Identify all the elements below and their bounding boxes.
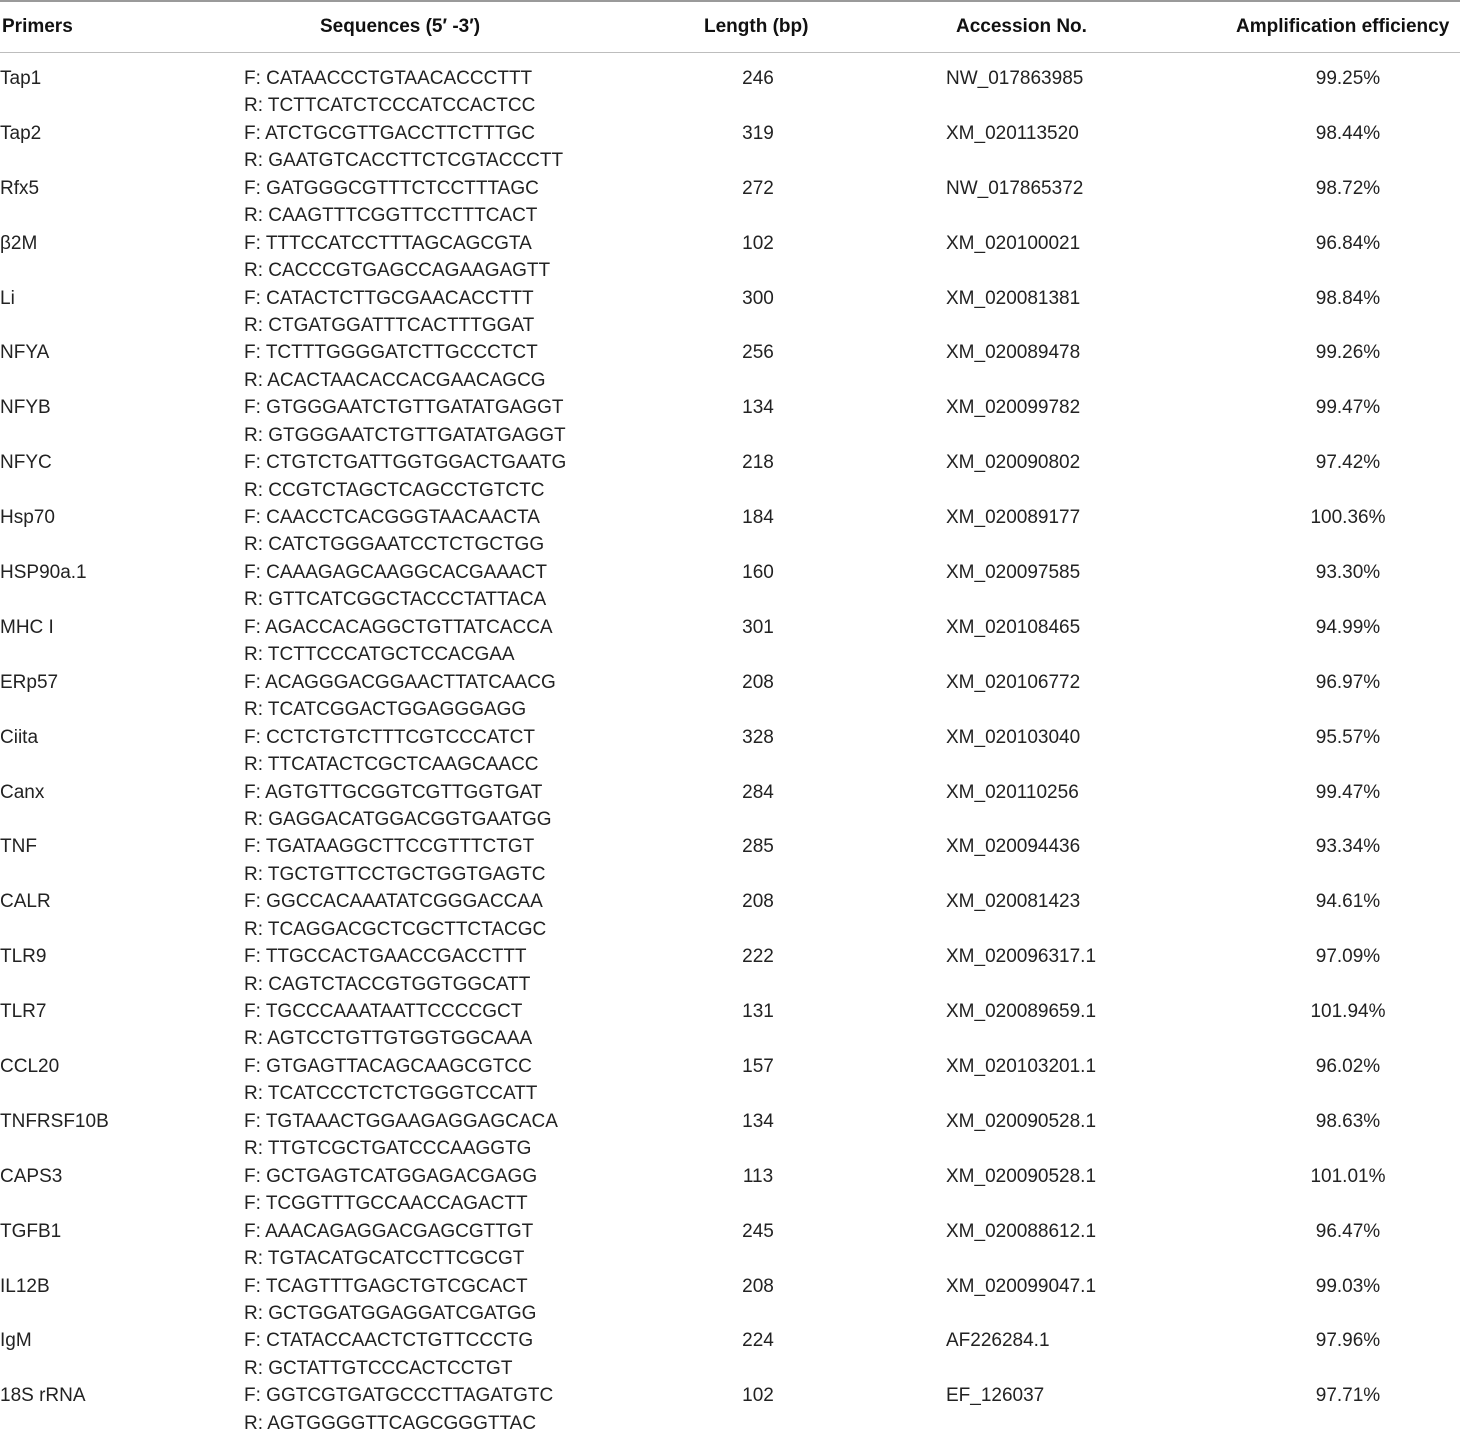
amplicon-length: 102 bbox=[742, 232, 774, 254]
amplicon-length: 272 bbox=[742, 177, 774, 199]
sequence-reverse: R: CAAGTTTCGGTTCCTTTCACT bbox=[244, 205, 538, 227]
sequence-reverse: R: CTGATGGATTTCACTTTGGAT bbox=[244, 314, 535, 336]
amplicon-length: 300 bbox=[742, 287, 774, 309]
amplicon-length: 328 bbox=[742, 726, 774, 748]
header-primers: Primers bbox=[2, 16, 73, 37]
sequence-reverse: R: GTTCATCGGCTACCCTATTACA bbox=[244, 589, 547, 611]
accession-number: XM_020099047.1 bbox=[946, 1275, 1097, 1297]
primer-name: TGFB1 bbox=[0, 1220, 62, 1242]
amplicon-length: 218 bbox=[742, 452, 774, 474]
accession-number: AF226284.1 bbox=[946, 1330, 1050, 1352]
table-row bbox=[0, 1096, 1460, 1160]
accession-number: XM_020090528.1 bbox=[946, 1165, 1097, 1187]
primer-name: HSP90a.1 bbox=[0, 562, 87, 584]
primer-name: 18S rRNA bbox=[0, 1385, 86, 1407]
amplification-efficiency: 100.36% bbox=[1310, 507, 1386, 529]
sequence-forward: F: AAACAGAGGACGAGCGTTGT bbox=[244, 1220, 534, 1242]
accession-number: XM_020088612.1 bbox=[946, 1220, 1097, 1242]
primer-name: Canx bbox=[0, 781, 45, 803]
amplicon-length: 134 bbox=[742, 1110, 774, 1132]
accession-number: XM_020106772 bbox=[946, 671, 1081, 693]
amplicon-length: 113 bbox=[742, 1165, 774, 1187]
primer-name: Tap1 bbox=[0, 68, 42, 89]
sequence-reverse: R: CACCCGTGAGCCAGAAGAGTT bbox=[244, 259, 551, 281]
table-row bbox=[0, 712, 1460, 775]
sequence-reverse: R: CATCTGGGAATCCTCTGCTGG bbox=[244, 534, 545, 556]
amplicon-length: 131 bbox=[742, 1001, 774, 1023]
primer-name: CALR bbox=[0, 891, 51, 913]
primer-name: Li bbox=[0, 287, 15, 309]
sequence-reverse: R: TTGTCGCTGATCCCAAGGTG bbox=[244, 1138, 532, 1160]
amplification-efficiency: 94.61% bbox=[1315, 891, 1381, 913]
sequence-forward: F: GATGGGCGTTTCTCCTTTAGC bbox=[244, 177, 539, 199]
table-row bbox=[0, 1370, 1460, 1434]
accession-number: XM_020110256 bbox=[946, 781, 1079, 803]
sequence-reverse: R: AGTGGGGTTCAGCGGGTTAC bbox=[244, 1412, 537, 1434]
sequence-forward: F: GGTCGTGATGCCCTTAGATGTC bbox=[244, 1385, 554, 1407]
table-row bbox=[0, 931, 1460, 995]
sequence-reverse: R: TCTTCCCATGCTCCACGAA bbox=[244, 644, 515, 666]
table-row bbox=[0, 273, 1460, 336]
sequence-forward: F: CTGTCTGATTGGTGGACTGAATG bbox=[244, 452, 567, 474]
primer-name: Tap2 bbox=[0, 122, 42, 144]
accession-number: XM_020103201.1 bbox=[946, 1056, 1097, 1078]
table-row bbox=[0, 163, 1460, 227]
amplification-efficiency: 94.99% bbox=[1315, 616, 1381, 638]
amplification-efficiency: 95.57% bbox=[1315, 726, 1381, 748]
sequence-reverse: F: TCGGTTTGCCAACCAGACTT bbox=[244, 1193, 528, 1215]
sequence-reverse: R: TCATCCCTCTCTGGGTCCATT bbox=[244, 1083, 538, 1105]
amplicon-length: 157 bbox=[742, 1056, 774, 1078]
primer-name: CCL20 bbox=[0, 1056, 60, 1078]
primer-name: Ciita bbox=[0, 726, 39, 748]
amplicon-length: 284 bbox=[742, 781, 774, 803]
amplification-efficiency: 96.84% bbox=[1315, 232, 1381, 254]
sequence-reverse: R: TCTTCATCTCCCATCCACTCC bbox=[244, 95, 536, 117]
amplicon-length: 208 bbox=[742, 891, 774, 913]
table-row bbox=[0, 1206, 1460, 1269]
sequence-forward: F: CATAACCCTGTAACACCCTTT bbox=[244, 68, 533, 89]
primer-name: CAPS3 bbox=[0, 1165, 63, 1187]
sequence-reverse: R: ACACTAACACCACGAACAGCG bbox=[244, 369, 546, 391]
sequence-forward: F: ATCTGCGTTGACCTTCTTTGC bbox=[244, 122, 535, 144]
table-row bbox=[0, 327, 1460, 391]
accession-number: XM_020089659.1 bbox=[946, 1001, 1097, 1023]
table-header bbox=[0, 2, 1460, 52]
primer-name: IL12B bbox=[0, 1275, 50, 1297]
header-sequences: Sequences (5′ -3′) bbox=[320, 16, 481, 37]
table-row bbox=[0, 821, 1460, 885]
accession-number: XM_020113520 bbox=[946, 122, 1079, 144]
amplification-efficiency: 98.63% bbox=[1315, 1110, 1381, 1132]
accession-number: EF_126037 bbox=[946, 1385, 1045, 1407]
amplicon-length: 285 bbox=[742, 836, 774, 858]
accession-number: XM_020089177 bbox=[946, 507, 1081, 529]
sequence-forward: F: CATACTCTTGCGAACACCTTT bbox=[244, 287, 534, 309]
accession-number: XM_020090802 bbox=[946, 452, 1081, 474]
primer-name: NFYA bbox=[0, 342, 50, 364]
sequence-forward: F: GTGGGAATCTGTTGATATGAGGT bbox=[244, 397, 564, 419]
primer-name: β2M bbox=[0, 232, 38, 254]
sequence-reverse: R: GCTGGATGGAGGATCGATGG bbox=[244, 1302, 537, 1324]
amplicon-length: 160 bbox=[742, 562, 774, 584]
amplification-efficiency: 93.30% bbox=[1315, 562, 1381, 584]
amplicon-length: 184 bbox=[742, 507, 774, 529]
sequence-reverse: R: GAGGACATGGACGGTGAATGG bbox=[244, 808, 552, 830]
amplification-efficiency: 98.44% bbox=[1315, 122, 1381, 144]
table-body bbox=[0, 53, 1460, 1434]
sequence-reverse: R: TCATCGGACTGGAGGGAGG bbox=[244, 699, 527, 721]
amplification-efficiency: 98.84% bbox=[1315, 287, 1381, 309]
amplicon-length: 256 bbox=[742, 342, 774, 364]
sequence-forward: F: TTTCCATCCTTTAGCAGCGTA bbox=[244, 232, 532, 254]
amplification-efficiency: 96.97% bbox=[1315, 671, 1381, 693]
primer-name: TNFRSF10B bbox=[0, 1110, 109, 1132]
amplification-efficiency: 97.09% bbox=[1315, 946, 1381, 968]
sequence-forward: F: CCTCTGTCTTTCGTCCCATCT bbox=[244, 726, 535, 748]
table-row bbox=[0, 1151, 1460, 1215]
amplification-efficiency: 99.25% bbox=[1315, 68, 1381, 89]
table-row bbox=[0, 1261, 1460, 1324]
primer-name: MHC I bbox=[0, 616, 54, 638]
primer-name: TLR7 bbox=[0, 1001, 47, 1023]
primer-name: TNF bbox=[0, 836, 37, 858]
accession-number: NW_017863985 bbox=[946, 68, 1084, 89]
table-row bbox=[0, 986, 1460, 1050]
accession-number: NW_017865372 bbox=[946, 177, 1084, 199]
header-length: Length (bp) bbox=[704, 16, 809, 37]
primer-name: TLR9 bbox=[0, 946, 47, 968]
sequence-forward: F: CTATACCAACTCTGTTCCCTG bbox=[244, 1330, 534, 1352]
amplicon-length: 245 bbox=[742, 1220, 774, 1242]
table-row bbox=[0, 1041, 1460, 1105]
primer-name: NFYB bbox=[0, 397, 51, 419]
sequence-forward: F: AGTGTTGCGGTCGTTGGTGAT bbox=[244, 781, 543, 803]
amplification-efficiency: 98.72% bbox=[1315, 177, 1381, 199]
amplification-efficiency: 97.71% bbox=[1315, 1385, 1381, 1407]
accession-number: XM_020090528.1 bbox=[946, 1110, 1097, 1132]
accession-number: XM_020096317.1 bbox=[946, 946, 1097, 968]
sequence-reverse: R: GAATGTCACCTTCTCGTACCCTT bbox=[244, 150, 564, 172]
accession-number: XM_020099782 bbox=[946, 397, 1081, 419]
amplicon-length: 208 bbox=[742, 1275, 774, 1297]
sequence-reverse: R: TGTACATGCATCCTTCGCGT bbox=[244, 1248, 525, 1269]
primer-name: NFYC bbox=[0, 452, 52, 474]
amplicon-length: 319 bbox=[742, 122, 774, 144]
primer-name: Rfx5 bbox=[0, 177, 40, 199]
amplification-efficiency: 99.03% bbox=[1315, 1275, 1381, 1297]
sequence-forward: F: TCAGTTTGAGCTGTCGCACT bbox=[244, 1275, 528, 1297]
accession-number: XM_020081381 bbox=[946, 287, 1081, 309]
amplification-efficiency: 96.47% bbox=[1315, 1220, 1381, 1242]
accession-number: XM_020081423 bbox=[946, 891, 1081, 913]
amplification-efficiency: 99.47% bbox=[1315, 781, 1381, 803]
header-efficiency: Amplification efficiency bbox=[1236, 16, 1450, 37]
table-row bbox=[0, 382, 1460, 446]
primer-name: IgM bbox=[0, 1330, 32, 1352]
accession-number: XM_020094436 bbox=[946, 836, 1081, 858]
amplicon-length: 224 bbox=[742, 1330, 774, 1352]
sequence-forward: F: ACAGGGACGGAACTTATCAACG bbox=[244, 671, 556, 693]
header-accession: Accession No. bbox=[956, 16, 1087, 37]
sequence-forward: F: TGATAAGGCTTCCGTTTCTGT bbox=[244, 836, 535, 858]
table-row bbox=[0, 1315, 1460, 1379]
amplification-efficiency: 97.96% bbox=[1315, 1330, 1381, 1352]
table-row bbox=[0, 547, 1460, 611]
table-row bbox=[0, 53, 1460, 117]
amplicon-length: 222 bbox=[742, 946, 774, 968]
amplification-efficiency: 93.34% bbox=[1315, 836, 1381, 858]
table-row bbox=[0, 767, 1460, 830]
sequence-reverse: R: CCGTCTAGCTCAGCCTGTCTC bbox=[244, 479, 545, 501]
sequence-reverse: R: TCAGGACGCTCGCTTCTACGC bbox=[244, 918, 547, 940]
sequence-reverse: R: GCTATTGTCCCACTCCTGT bbox=[244, 1357, 513, 1379]
sequence-forward: F: CAAAGAGCAAGGCACGAAACT bbox=[244, 562, 547, 584]
sequence-reverse: R: AGTCCTGTTGTGGTGGCAAA bbox=[244, 1028, 533, 1050]
amplicon-length: 301 bbox=[742, 616, 774, 638]
amplification-efficiency: 101.01% bbox=[1310, 1165, 1386, 1187]
sequence-reverse: R: TTCATACTCGCTCAAGCAACC bbox=[244, 753, 539, 775]
sequence-reverse: R: CAGTCTACCGTGGTGGCATT bbox=[244, 973, 531, 995]
amplification-efficiency: 96.02% bbox=[1315, 1056, 1381, 1078]
sequence-forward: F: TCTTTGGGGATCTTGCCCTCT bbox=[244, 342, 538, 364]
sequence-forward: F: TTGCCACTGAACCGACCTTT bbox=[244, 946, 527, 968]
sequence-reverse: R: GTGGGAATCTGTTGATATGAGGT bbox=[244, 424, 566, 446]
table-row bbox=[0, 492, 1460, 556]
accession-number: XM_020097585 bbox=[946, 562, 1081, 584]
table-row bbox=[0, 657, 1460, 721]
sequence-forward: F: TGTAAACTGGAAGAGGAGCACA bbox=[244, 1110, 558, 1132]
sequence-forward: F: GTGAGTTACAGCAAGCGTCC bbox=[244, 1056, 532, 1078]
sequence-forward: F: TGCCCAAATAATTCCCCGCT bbox=[244, 1001, 523, 1023]
primer-name: ERp57 bbox=[0, 671, 59, 693]
accession-number: XM_020108465 bbox=[946, 616, 1081, 638]
sequence-forward: F: GGCCACAAATATCGGGACCAA bbox=[244, 891, 543, 913]
amplification-efficiency: 97.42% bbox=[1315, 452, 1381, 474]
accession-number: XM_020103040 bbox=[946, 726, 1081, 748]
sequence-forward: F: AGACCACAGGCTGTTATCACCA bbox=[244, 616, 553, 638]
sequence-forward: F: CAACCTCACGGGTAACAACTA bbox=[244, 507, 540, 529]
table-row bbox=[0, 108, 1460, 172]
amplicon-length: 246 bbox=[742, 68, 774, 89]
amplicon-length: 102 bbox=[742, 1385, 774, 1407]
primer-name: Hsp70 bbox=[0, 507, 55, 529]
table-row bbox=[0, 876, 1460, 940]
accession-number: XM_020089478 bbox=[946, 342, 1081, 364]
table-row bbox=[0, 437, 1460, 501]
amplicon-length: 134 bbox=[742, 397, 774, 419]
table-row bbox=[0, 218, 1460, 281]
sequence-forward: F: GCTGAGTCATGGAGACGAGG bbox=[244, 1165, 538, 1187]
amplification-efficiency: 99.26% bbox=[1315, 342, 1381, 364]
accession-number: XM_020100021 bbox=[946, 232, 1081, 254]
amplicon-length: 208 bbox=[742, 671, 774, 693]
sequence-reverse: R: TGCTGTTCCTGCTGGTGAGTC bbox=[244, 863, 546, 885]
table-row bbox=[0, 602, 1460, 666]
amplification-efficiency: 99.47% bbox=[1315, 397, 1381, 419]
amplification-efficiency: 101.94% bbox=[1310, 1001, 1386, 1023]
